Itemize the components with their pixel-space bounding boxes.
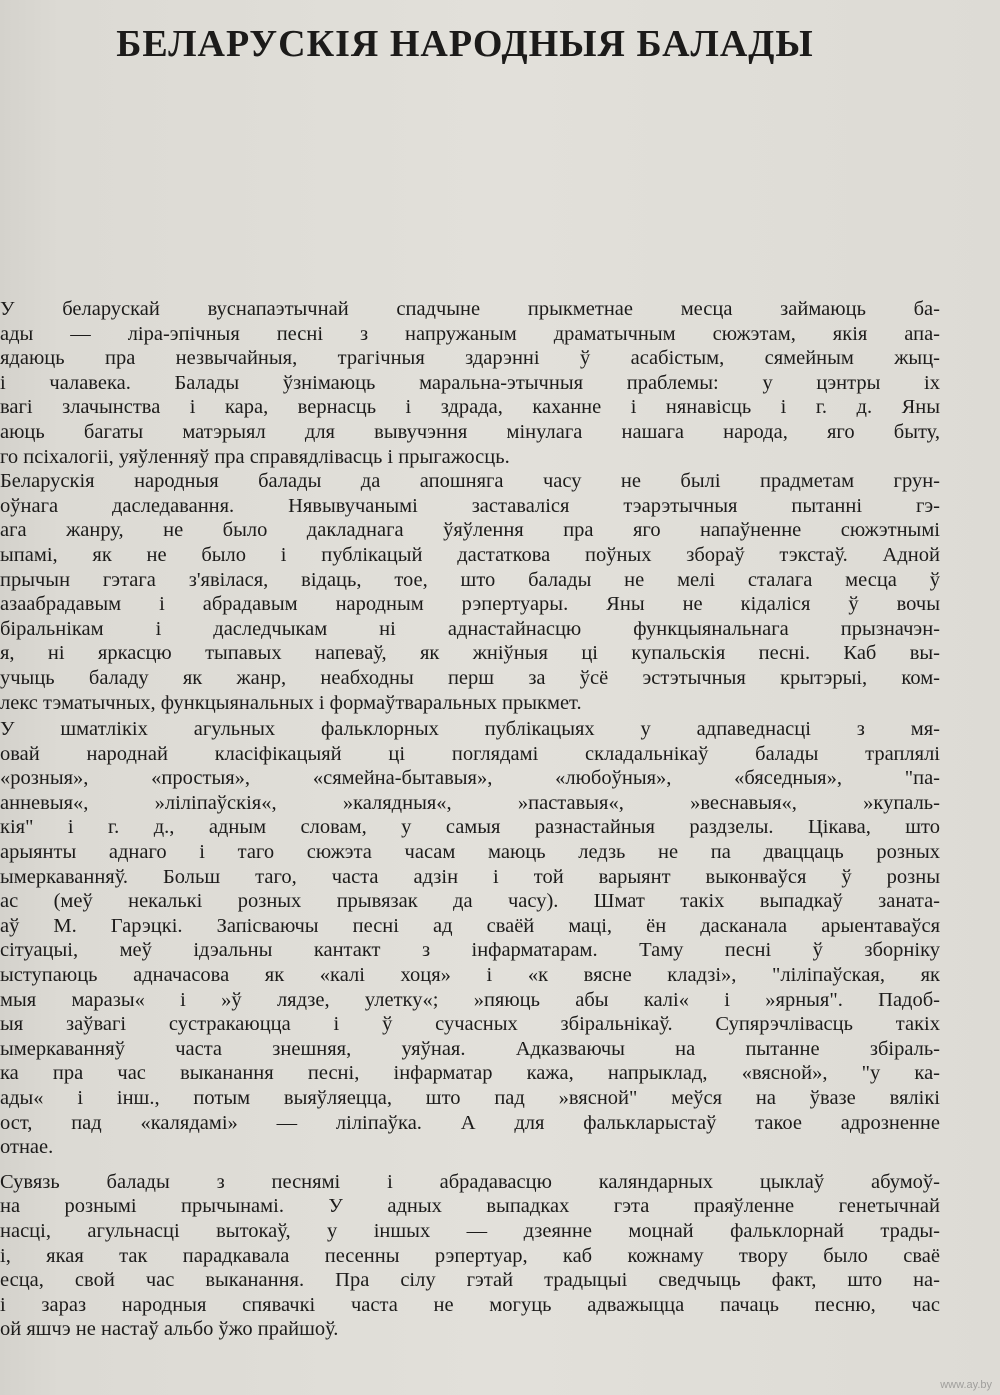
text-line: аюць багаты матэрыял для вывучэння мінулага нашага народа, яго быту, bbox=[0, 420, 940, 443]
text-line: вагі злачынства і кара, вернасць і здрада, каханне і нянавісць і г. д. Яны bbox=[0, 396, 940, 419]
text-line: і, якая так парадкавала песенны рэпертуар, каб кожнаму твору было сваё bbox=[0, 1244, 940, 1267]
text-line: ой яшчэ не настаў альбо ўжо прайшоў. bbox=[0, 1318, 339, 1341]
text-line: прычын гэтага з'явілася, відаць, тое, што балады не мелі сталага месца ў bbox=[0, 568, 940, 591]
text-line: аў М. Гарэцкі. Запісваючы песні ад сваёй маці, ён дасканала арыентаваўся bbox=[0, 914, 940, 937]
text-line: ыступаюць адначасова як «калі хоця» і «к вясне кладзі», "ліліпаўская, як bbox=[0, 964, 940, 987]
text-line: У беларускай вуснапаэтычнай спадчыне прыкметнае месца займаюць ба- bbox=[0, 298, 940, 320]
text-line: оўнага даследавання. Нявывучанымі заставаліся тэарэтычныя пытанні гэ- bbox=[0, 494, 940, 517]
paragraph bbox=[0, 469, 940, 715]
text-line: есца, свой час выканання. Пра сілу гэтай традыцыі сведчыць факт, што на- bbox=[0, 1269, 940, 1292]
watermark: www.ay.by bbox=[940, 1379, 992, 1391]
text-line: Сувязь балады з песнямі і абрадавасцю каляндарных цыклаў абумоў- bbox=[0, 1170, 940, 1193]
text-line: мыя маразы« і »ў лядзе, улетку«; »пяюць абы калі« і »ярныя". Падоб- bbox=[0, 988, 940, 1011]
text-line: кія" і г. д., адным словам, у самыя разнастайныя раздзелы. Цікава, што bbox=[0, 816, 940, 839]
text-line: учыць баладу як жанр, неабходны перш за ўсё эстэтычныя крытэрыі, ком- bbox=[0, 666, 940, 689]
text-line: У шматлікіх агульных фальклорных публікацыях у адпаведнасці з мя- bbox=[0, 718, 940, 741]
text-line: ыпамі, як не было і публікацый дастаткова поўных збораў тэкстаў. Адной bbox=[0, 543, 940, 566]
text-line: ымеркаванняў. Больш таго, часта адзін і той варыянт выконваўся ў розны bbox=[0, 865, 940, 888]
text-line: ады« і інш., потым выяўляецца, што пад »вясной" меўся на ўвазе вялікі bbox=[0, 1087, 940, 1109]
text-line: і чалавека. Балады ўзнімаюць маральна-этычныя праблемы: у цэнтры іх bbox=[0, 371, 940, 394]
paragraph bbox=[0, 717, 940, 1160]
text-line: отнае. bbox=[0, 1136, 54, 1159]
text-line: ядаюць пра незвычайныя, трагічныя здарэнні ў асабістым, сямейным жыц- bbox=[0, 347, 940, 370]
text-line: на рознымі прычынамі. У адных выпадках гэта праяўленне генетычнай bbox=[0, 1195, 940, 1218]
text-line: ага жанру, не было дакладнага ўяўлення пра яго напаўненне сюжэтнымі bbox=[0, 519, 940, 542]
text-line: ады — ліра-эпічныя песні з напружаным драматычным сюжэтам, якія апа- bbox=[0, 322, 940, 345]
text-line: анневыя«, »ліліпаўскія«, »калядныя«, »паставыя«, »веснавыя«, »купаль- bbox=[0, 791, 940, 814]
paragraph bbox=[0, 297, 940, 469]
text-line: ымеркаванняў часта знешняя, уяўная. Адказваючы на пытанне збіраль- bbox=[0, 1037, 940, 1060]
text-line: ыя заўвагі сустракаюцца і ў сучасных збіральнікаў. Супярэчлівасць такіх bbox=[0, 1013, 940, 1036]
text-line: «розныя», «простыя», «сямейна-бытавыя», «любоўныя», «бяседныя», "па- bbox=[0, 767, 940, 790]
text-line: ас (меў некалькі розных прывязак да часу). Шмат такіх выпадкаў заната- bbox=[0, 890, 940, 913]
text-line: арыянты аднаго і таго сюжэта часам маюць ледзь не па дваццаць розных bbox=[0, 841, 940, 864]
text-line: лекс тэматычных, функцыянальных і формаўтваральных прыкмет. bbox=[0, 691, 582, 714]
text-line: Беларускія народныя балады да апошняга часу не былі прадметам грун- bbox=[0, 470, 940, 493]
text-line: ост, пад «калядамі» — ліліпаўка. А для фалькларыстаў такое адрозненне bbox=[0, 1111, 940, 1134]
text-line: ка пра час выканання песні, інфарматар кажа, напрыклад, «вясной», "у ка- bbox=[0, 1062, 940, 1085]
paragraph bbox=[0, 1170, 940, 1342]
page-title: БЕЛАРУСКІЯ НАРОДНЫЯ БАЛАДЫ bbox=[116, 23, 814, 65]
text-line: го псіхалогіі, уяўленняў пра справядлівасць і прыгажосць. bbox=[0, 445, 510, 468]
text-line: азаабрадавым і абрадавым народным рэпертуары. Яны не кідаліся ў вочы bbox=[0, 593, 940, 616]
text-line: і зараз народныя спявачкі часта не могуць адважыцца пачаць песню, час bbox=[0, 1293, 940, 1316]
text-line: біральнікам і даследчыкам ні аднастайнасцю функцыянальнага прызначэн- bbox=[0, 617, 940, 640]
text-line: насці, агульнасці вытокаў, у іншых — дзеянне моцнай фальклорнай трады- bbox=[0, 1219, 940, 1242]
text-line: сітуацыі, меў ідэальны кантакт з інфарматарам. Таму песні ў зборніку bbox=[0, 939, 940, 962]
text-line: овай народнай класіфікацыяй ці поглядамі складальнікаў балады траплялі bbox=[0, 742, 940, 765]
text-line: я, ні яркасцю тыпавых напеваў, як жніўныя ці купальскія песні. Каб вы- bbox=[0, 642, 940, 665]
article-body bbox=[0, 297, 940, 1342]
